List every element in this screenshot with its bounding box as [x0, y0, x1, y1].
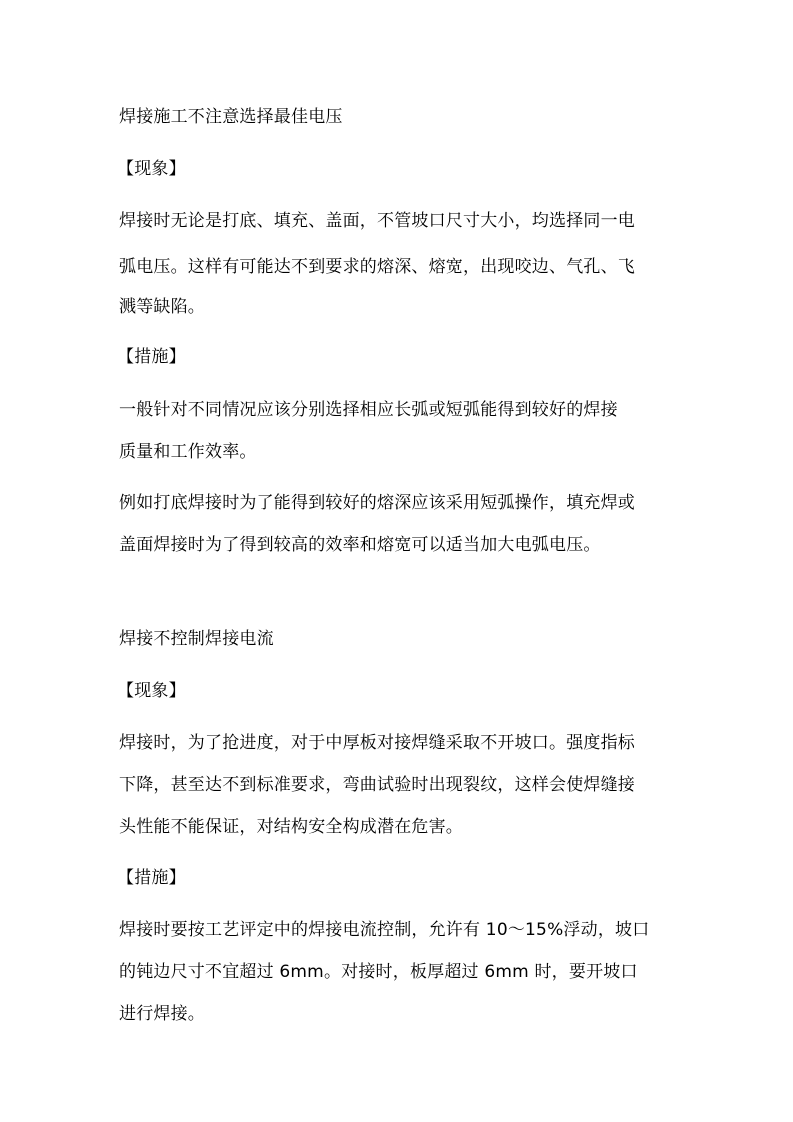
- paragraph-line: 质量和工作效率。: [119, 442, 257, 462]
- paragraph-line: 焊接时要按工艺评定中的焊接电流控制，允许有 10～15%浮动，坡口: [119, 920, 650, 940]
- measure-label: 【措施】: [117, 868, 186, 888]
- paragraph-line: 焊接时，为了抢进度，对于中厚板对接焊缝采取不开坡口。强度指标: [119, 733, 635, 753]
- section-title: 焊接不控制焊接电流: [119, 629, 274, 649]
- section-title: 焊接施工不注意选择最佳电压: [119, 107, 343, 127]
- paragraph-line: 下降，甚至达不到标准要求，弯曲试验时出现裂纹，这样会使焊缝接: [119, 775, 635, 795]
- paragraph-line: 例如打底焊接时为了能得到较好的熔深应该采用短弧操作，填充焊或: [119, 493, 635, 513]
- paragraph-line: 溅等缺陷。: [119, 297, 205, 317]
- paragraph-line: 焊接时无论是打底、填充、盖面，不管坡口尺寸大小，均选择同一电: [119, 211, 635, 231]
- paragraph-line: 头性能不能保证，对结构安全构成潜在危害。: [119, 817, 463, 837]
- paragraph-line: 进行焊接。: [119, 1004, 205, 1024]
- phenomenon-label: 【现象】: [117, 159, 186, 179]
- measure-label: 【措施】: [117, 347, 186, 367]
- phenomenon-label: 【现象】: [117, 681, 186, 701]
- paragraph-line: 弧电压。这样有可能达不到要求的熔深、熔宽，出现咬边、气孔、飞: [119, 257, 635, 277]
- paragraph-line: 一般针对不同情况应该分别选择相应长弧或短弧能得到较好的焊接: [119, 400, 618, 420]
- paragraph-line: 的钝边尺寸不宜超过 6mm。对接时，板厚超过 6mm 时，要开坡口: [119, 962, 638, 982]
- paragraph-line: 盖面焊接时为了得到较高的效率和熔宽可以适当加大电弧电压。: [119, 535, 601, 555]
